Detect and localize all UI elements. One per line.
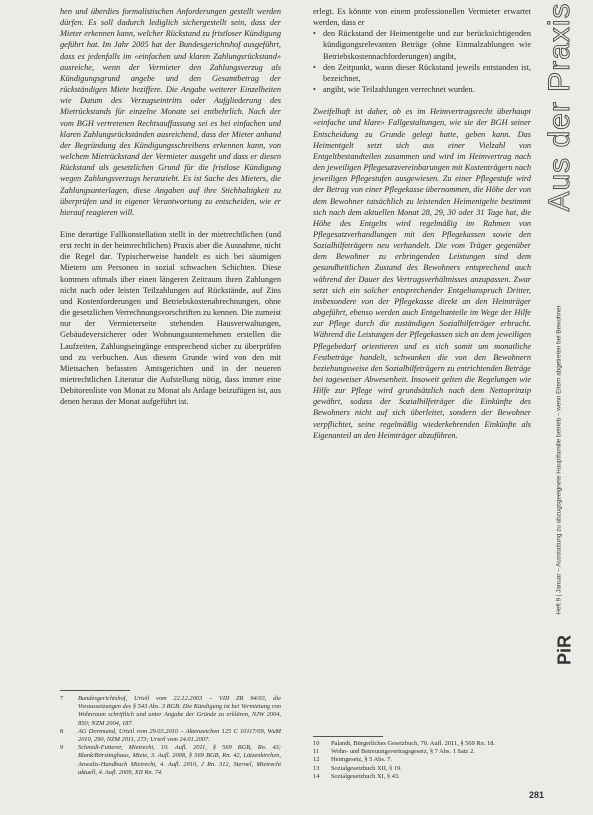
bullet-icon: • [313, 85, 316, 95]
footnote: 7 Bundesgerichtshof, Urteil vom 22.12.2003 – VIII ZR 94/03, die Voraussetzungen des § 543 Abs. 3 BGB: Die Kündigung ist bei Vermietung von Wohnraum schriftlich und unter Angabe der Gründe zu erklären, NJW 2004, 850; NZM 2004, 187. [60, 695, 281, 727]
footnote: 13 Sozialgesetzbuch XII, § 19. [313, 764, 402, 772]
section-title-vertical: Aus der Praxis [543, 2, 576, 212]
bullet-item: • den Rückstand der Heimentgelte und zur berücksichtigenden kündigungsrelevanten Beträge (ohne Einmalzahlungen wie Betriebskostennachforderungen) angibt, [313, 29, 531, 61]
footnotes-left [60, 695, 281, 777]
bullet-item: • den Zeitpunkt, wann dieser Rückstand jeweils entstanden ist, bezeichnet, [313, 62, 531, 83]
left-column [60, 6, 281, 407]
right-paragraph-1: erlegt. Es könnte von einem professionellen Vermieter erwartet werden, dass er [313, 7, 531, 28]
footnote-divider [60, 690, 130, 691]
journal-logo: PiR [554, 634, 575, 666]
page-number: 281 [528, 790, 544, 800]
bullet-item: • angibt, wie Teilzahlungen verrechnet wurden. [313, 85, 475, 95]
footnote: 10 Palandt, Bürgerliches Gesetzbuch, 70. Aufl. 2011, § 569 Rn. 18. [313, 740, 496, 747]
footnote: 9 Schmidt-Futterer, Mietrecht, 10. Aufl. 2011, § 569 BGB, Rn. 43; Blank/Börstinghaus, Miete, 3. Aufl. 2008, § 569 BGB, Rn. 42, Lützenkirchen, Anwalts-Handbuch Mietrecht, 4. Aufl. 2010, J Rn. 312, Sternel, Mietrecht aktuell, 4. Aufl. 2009, XII Rn. 74. [60, 744, 281, 776]
left-paragraph-1: hen und überdies formalistischen Anforderungen gestellt werden dürfen. Es soll dadurch lediglich sichergestellt sein, dass der Mieter erkennen kann, welcher Rückstand zu fristloser Kündigung geführt hat. Im Jahr 2005 hat der Bundesgerichtshof ausgeführt, dass es jedenfalls im «einfachen und klaren Zahlungsrückstand» ausreiche, wenn der Vermieter den Zahlungsverzug als Kündigungsgrund angebe und den Gesamtbetrag der rückständigen Miete beziffere. Die Angabe weiterer Einzelheiten wie Datum des Verzugseintritts oder Aufgliederung des Mietrückstands für einzelne Monate sei entbehrlich. Nach der vom BGH vertretenen Rechtsauffassung sei es bei einfachen und klaren Zahlungsrückständen ausreichend, dass der Mieter anhand der Begründung des Kündigungsschreibens erkennen kann, von welchem Mietrückstand der Vermieter ausgeht und dass er diesen Rückstand als gesetzlichen Grund für die fristlose Kündigung wegen Zahlungsverzugs heranzieht. Es ist Sache des Mieters, die Zahlungsunterlagen, diese Angaben auf ihre Stichhaltigkeit zu überprüfen und in eigener Verantwortung zu entscheiden, wie er hierauf reagieren will. [60, 7, 281, 217]
footnote: 11 Wohn- und Betreuungsvertragsgesetz, § 7 Abs. 1 Satz 2. [313, 748, 475, 756]
bullet-list [313, 28, 531, 95]
footnote: 12 Heimgesetz, § 5 Abs. 7. [313, 756, 392, 764]
journal-caption-vertical: Heft 9 | Januar – Ausstattung zu abzugsgeeignete Hauptfamilie betrieb – wenn Eltern abgetreten bei Bewohner [555, 305, 563, 615]
footnotes-right [313, 740, 531, 781]
bullet-icon: • [313, 62, 316, 72]
right-column [313, 6, 531, 441]
footnote: 8 AG Dortmund, Urteil vom 29.03.2010 – Aktenzeichen 125 C 10117/09, WuM 2010, 290, NZM 2011, 273; Urteil vom 24.01.2007. [60, 727, 281, 744]
left-paragraph-2: Eine derartige Fallkonstellation stellt in der mietrechtlichen (und erst recht in der heimrechtlichen) Praxis aber die Ausnahme, nicht die Regel dar. Typischerweise handelt es sich bei säumigen Mietern um Personen in sozial schwachen Schichten. Diese kommen oftmals über einen längeren Zeitraum ihren Zahlungen nicht nach oder leisten Teilzahlungen auf Rückstände, auf Zins und Kostenforderungen und Betriebskostenabrechnungen, ohne die gesetzlichen Verrechnungsvorschriften zu kennen. Die zumeist nur der Vermieterseite stehenden Hausverwaltungen, Gebäudeversicherer oder Wohnungsunternehmen erstellen die Laufzeiten, Zahlungseingänge entsprechend sicher zu überprüfen und zu verbuchen. Aus diesem Grunde wird von den mit Mietsachen befassten Amtsgerichten und in der neueren mietrechtlichen Literatur die Aufstellung nötig, dass immer eine Debitorenliste von Monat zu Monat als Anlage beizufügen ist, aus denen heraus der Monat aufgeführt ist. [60, 229, 281, 407]
bullet-icon: • [313, 29, 316, 39]
right-paragraph-2: Zweifelhaft ist daher, ob es im Heimvertragsrecht überhaupt «einfache und klare» Fallgestaltungen, wie sie der BGH seiner Entscheidung zu Grunde gelegt hatte, geben kann. Das Heimentgelt setzt sich aus einer Vielzahl von Entgeltbestandteilen zusammen und wird im Heimvertrag nach den jeweiligen Pflegesatzvereinbarungen mit Kostenträgern nach jeweiligen Pflegestufen ausgewiesen. Zu einer Pflegestufe wird der Betrag von einer Pflegekasse übernommen, die Höhe der von dem Bewohner tatsächlich zu leistenden Heimentgelte bestimmt sich nach dem aktuellen Monat 28, 29, 30 oder 31 Tage hat, die Höhe des Entgelts wird regelmäßig im Rahmen von Pflegesatzverhandlungen mit den Pflegekassen sowie den Sozialhilfeträgern neu verhandelt. Die vom Träger gegenüber dem Bewohner zu erbringenden Leistungen sind dem gesundheitlichen Zustand des Bewohners entsprechend auch während der Dauer des Vertragsverhältnisses anzupassen. Zwar setzt sich ein solcher entsprechender Entgeltanspruch Dritter, insbesondere von der Pflegekasse direkt an den Heimträger abgeführt, ebenso werden auch Entgeltanteile im Wege der Hilfe zur Pflege durch die zuständigen Sozialhilfeträger erbracht. Während die Leistungen der Pflegekassen sich an dem jeweiligen Pflegebedarf orientieren und es sich somit um monatliche Festbeträge handelt, schwanken die von den Bewohnern beziehungsweise den Sozialhilfeträgern zu entrichtenden Beträge bei tageweiser Abwesenheit. Insoweit gelten die Regelungen wie Hilfe zur Pflege wird grundsätzlich nach dem Nettoprinzip gewährt, sodass der Sozialhilfeträger die Einkünfte des Bewohners nicht auf sich überleitet, sondern der Bewohner verpflichtet, seine regelmäßig wiederkehrenden Einkünfte als Eigenanteil an den Heimträger abzuführen. [313, 107, 531, 440]
footnote: 14 Sozialgesetzbuch XI, § 43. [313, 772, 400, 780]
footnote-divider [313, 736, 383, 737]
